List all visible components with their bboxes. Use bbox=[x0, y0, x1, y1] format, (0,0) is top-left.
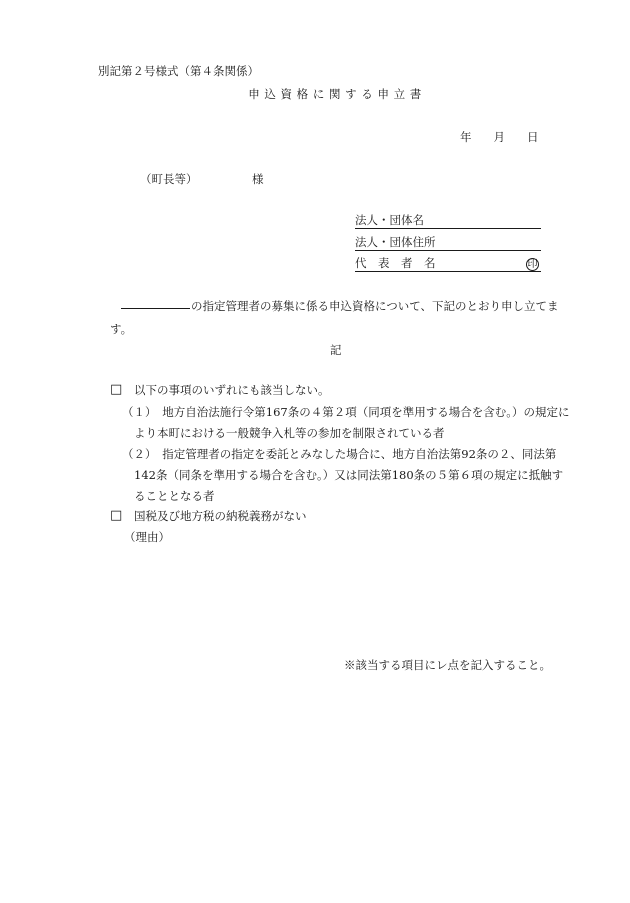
checkbox-item-1[interactable]: □ bbox=[110, 382, 123, 397]
reason-label: （理由） bbox=[124, 530, 170, 544]
item-1-text: 以下の事項のいずれにも該当しない。 bbox=[134, 383, 330, 397]
corp-name-field[interactable] bbox=[355, 215, 541, 229]
date-day-label: 日 bbox=[527, 130, 539, 144]
addressee-honorific: 様 bbox=[252, 172, 264, 186]
date-year-label: 年 bbox=[460, 130, 472, 144]
representative-label: 代 表 者 名 bbox=[355, 256, 436, 270]
ki-heading: 記 bbox=[330, 343, 342, 357]
item-1-sub-2-line-1: （２） 指定管理者の指定を委託とみなした場合に、地方自治法第92条の２、同法第 bbox=[122, 447, 557, 461]
form-identifier: 別記第２号様式（第４条関係） bbox=[98, 64, 259, 78]
item-1-sub-1-line-2: より本町における一般競争入札等の参加を制限されている者 bbox=[134, 426, 445, 440]
intro-line-2: す。 bbox=[110, 322, 133, 336]
instruction-note: ※該当する項目にレ点を記入すること。 bbox=[344, 658, 551, 672]
checkbox-item-2[interactable]: □ bbox=[110, 508, 123, 523]
item-1-sub-2-line-3: ることとなる者 bbox=[134, 489, 215, 503]
date-row bbox=[460, 132, 539, 144]
corp-address-label: 法人・団体住所 bbox=[355, 235, 436, 249]
document-title: 申 込 資 格 に 関 す る 申 立 書 bbox=[248, 87, 422, 101]
representative-field[interactable] bbox=[355, 258, 541, 272]
corp-address-field[interactable] bbox=[355, 237, 541, 251]
intro-line-1: の指定管理者の募集に係る申込資格について、下記のとおり申し立てま bbox=[191, 299, 559, 313]
facility-name-blank[interactable] bbox=[121, 308, 190, 309]
item-2-text: 国税及び地方税の納税義務がない bbox=[134, 509, 307, 523]
item-1-sub-1-line-1: （１） 地方自治法施行令第167条の４第２項（同項を準用する場合を含む。）の規定に bbox=[122, 405, 570, 419]
addressee-name: （町長等） bbox=[140, 172, 198, 186]
date-month-label: 月 bbox=[493, 130, 505, 144]
corp-name-label: 法人・団体名 bbox=[355, 213, 424, 227]
item-1-sub-2-line-2: 142条（同条を準用する場合を含む。）又は同法第180条の５第６項の規定に抵触す bbox=[134, 468, 564, 482]
seal-mark: 印 bbox=[527, 259, 538, 270]
